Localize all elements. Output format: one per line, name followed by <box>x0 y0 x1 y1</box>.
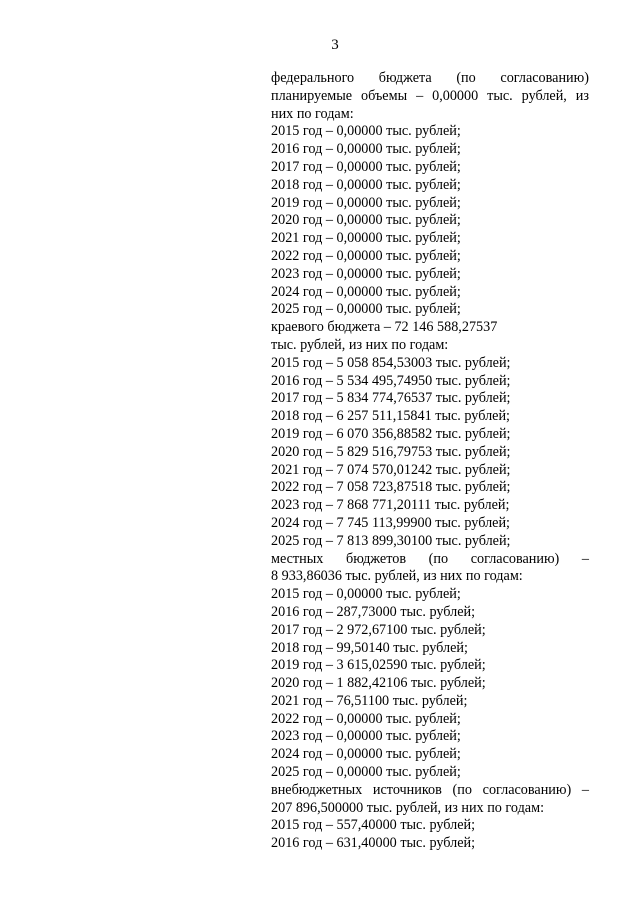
text-line: 2023 год – 0,00000 тыс. рублей; <box>271 728 461 745</box>
text-line: 2021 год – 76,51100 тыс. рублей; <box>271 692 468 709</box>
text-line: тыс. рублей, из них по годам: <box>271 336 449 353</box>
text-line: 2016 год – 631,40000 тыс. рублей; <box>271 835 476 852</box>
text-line: 2020 год – 1 882,42106 тыс. рублей; <box>271 675 486 692</box>
text-line: 2025 год – 0,00000 тыс. рублей; <box>271 764 461 781</box>
text-line: краевого бюджета – 72 146 588,27537 <box>271 319 498 336</box>
word: тыс. <box>487 87 513 104</box>
text-line: 2016 год – 287,73000 тыс. рублей; <box>271 603 476 620</box>
word: согласованию) <box>500 70 589 86</box>
text-line: 2015 год – 0,00000 тыс. рублей; <box>271 586 461 603</box>
word: – <box>581 550 589 567</box>
word: рублей, <box>521 87 567 104</box>
text-line: 2025 год – 0,00000 тыс. рублей; <box>271 301 461 318</box>
page-number: 3 <box>331 37 339 53</box>
text-line: 2022 год – 0,00000 тыс. рублей; <box>271 710 461 727</box>
text-line: 8 933,86036 тыс. рублей, из них по годам: <box>271 568 523 585</box>
text-line: 207 896,500000 тыс. рублей, из них по годам: <box>271 799 545 816</box>
text-line: 2016 год – 5 534 495,74950 тыс. рублей; <box>271 372 511 389</box>
text-line: 2019 год – 6 070 356,88582 тыс. рублей; <box>271 425 511 442</box>
text-line: 2020 год – 0,00000 тыс. рублей; <box>271 212 461 229</box>
word: внебюджетных <box>271 781 363 798</box>
word: согласованию) <box>482 781 572 798</box>
word: (по <box>428 550 449 567</box>
text-line <box>271 782 589 800</box>
text-line: 2021 год – 0,00000 тыс. рублей; <box>271 230 461 247</box>
word: – <box>416 87 424 104</box>
text-line: 2019 год – 3 615,02590 тыс. рублей; <box>271 657 486 674</box>
text-line: 2018 год – 99,50140 тыс. рублей; <box>271 639 468 656</box>
text-line: 2020 год – 5 829 516,79753 тыс. рублей; <box>271 443 511 460</box>
text-line: 2022 год – 7 058 723,87518 тыс. рублей; <box>271 479 511 496</box>
word: (по <box>452 781 472 798</box>
text-line: 2024 год – 0,00000 тыс. рублей; <box>271 283 461 300</box>
text-line: 2023 год – 0,00000 тыс. рублей; <box>271 265 461 282</box>
text-line: 2015 год – 557,40000 тыс. рублей; <box>271 817 476 834</box>
word: – <box>581 781 589 798</box>
text-line: 2015 год – 0,00000 тыс. рублей; <box>271 123 461 140</box>
text-line: 2017 год – 2 972,67100 тыс. рублей; <box>271 621 486 638</box>
text-line: 2016 год – 0,00000 тыс. рублей; <box>271 141 461 158</box>
text-line: 2017 год – 0,00000 тыс. рублей; <box>271 158 461 175</box>
word: объемы <box>361 87 408 104</box>
word: бюджета <box>378 70 432 86</box>
word: бюджетов <box>345 550 407 567</box>
text-line <box>271 70 589 88</box>
text-line: 2022 год – 0,00000 тыс. рублей; <box>271 247 461 264</box>
text-line: 2024 год – 7 745 113,99900 тыс. рублей; <box>271 514 510 531</box>
word: 0,00000 <box>432 87 479 104</box>
word: источников <box>372 781 442 798</box>
word: планируемые <box>271 87 353 104</box>
text-line: 2025 год – 7 813 899,30100 тыс. рублей; <box>271 532 511 549</box>
word: из <box>575 87 589 104</box>
word: местных <box>271 550 324 567</box>
text-line <box>271 551 589 569</box>
text-line <box>271 88 589 106</box>
word: федерального <box>271 70 355 86</box>
text-line: 2023 год – 7 868 771,20111 тыс. рублей; <box>271 497 510 514</box>
text-line: 2019 год – 0,00000 тыс. рублей; <box>271 194 461 211</box>
text-line: 2024 год – 0,00000 тыс. рублей; <box>271 746 461 763</box>
text-line: 2017 год – 5 834 774,76537 тыс. рублей; <box>271 390 511 407</box>
word: согласованию) <box>470 550 560 567</box>
text-line: 2015 год – 5 058 854,53003 тыс. рублей; <box>271 354 511 371</box>
text-line: 2021 год – 7 074 570,01242 тыс. рублей; <box>271 461 511 478</box>
text-line: них по годам: <box>271 105 354 122</box>
text-line: 2018 год – 0,00000 тыс. рублей; <box>271 176 461 193</box>
document-body <box>271 70 589 853</box>
text-line: 2018 год – 6 257 511,15841 тыс. рублей; <box>271 408 510 425</box>
word: (по <box>456 70 476 86</box>
